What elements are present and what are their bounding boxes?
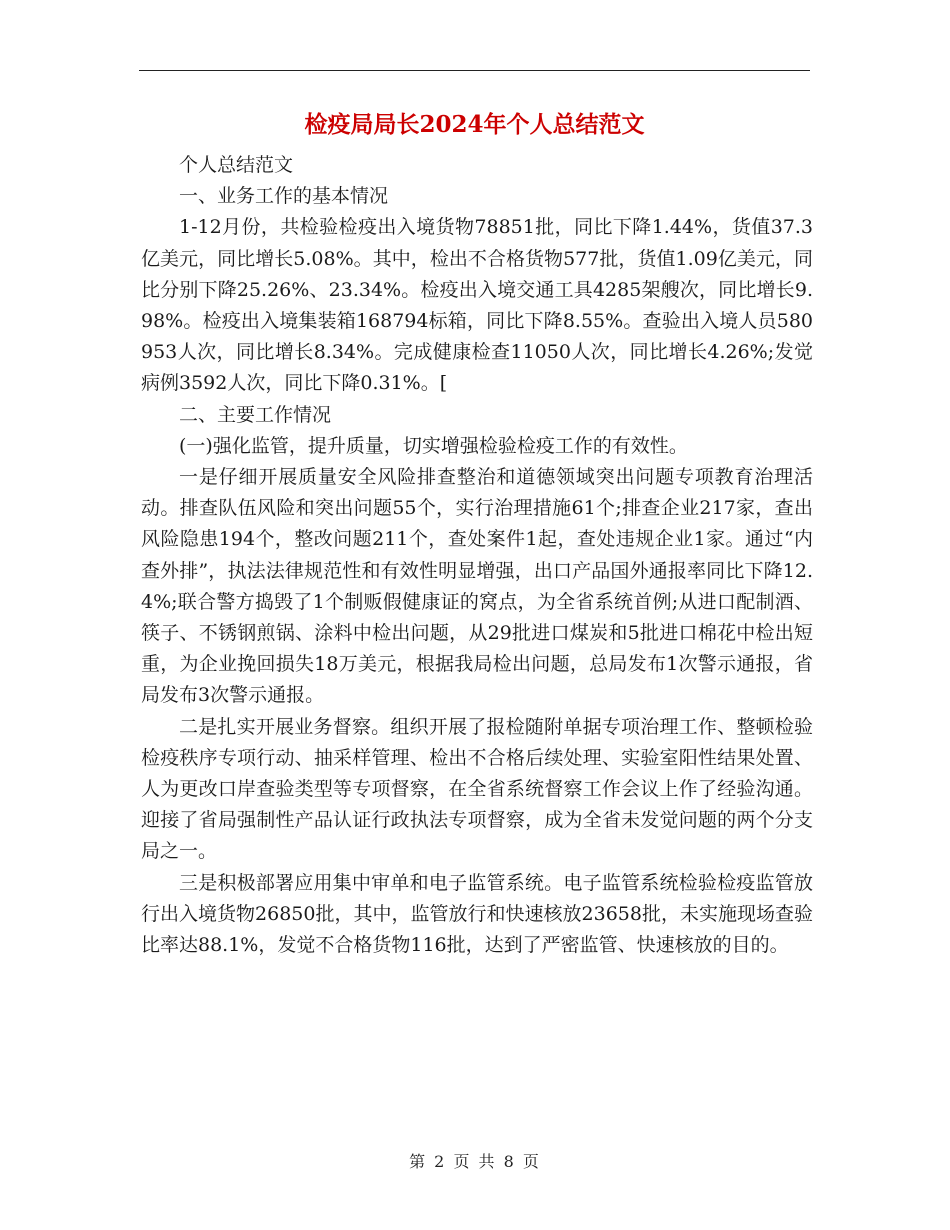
paragraph-business-supervision: 二是扎实开展业务督察。组织开展了报检随附单据专项治理工作、整顿检验检疫秩序专项行动、抽采样管理、检出不合格后续处理、实验室阳性结果处置、人为更改口岸查验类型等专项督察，在全省系统督察工作会议上作了经验沟通。迎接了省局强制性产品认证行政执法专项督察，成为全省未发觉问题的两个分支局之一。	[141, 715, 813, 863]
document-title: 检疫局局长2024年个人总结范文	[304, 111, 645, 138]
paragraph-subtitle: 个人总结范文	[179, 154, 294, 176]
paragraph-risk-inspection: 一是仔细开展质量安全风险排查整治和道德领域突出问题专项教育治理活动。排查队伍风险和突出问题55个，实行治理措施61个;排查企业217家，查出风险隐患194个，整改问题211个，查处案件1起，查处违规企业1家。通过“内查外排”，执法法律规范性和有效性明显增强，出口产品国外通报率同比下降12.4%;联合警方捣毁了1个制贩假健康证的窝点，为全省系统首例;从进口配制酒、筷子、不锈钢煎锅、涂料中检出问题，从29批进口煤炭和5批进口棉花中检出短重，为企业挽回损失18万美元，根据我局检出问题，总局发布1次警示通报，省局发布3次警示通报。	[141, 466, 813, 707]
paragraph-statistics: 1-12月份，共检验检疫出入境货物78851批，同比下降1.44%，货值37.3亿美元，同比增长5.08%。其中，检出不合格货物577批，货值1.09亿美元，同比分别下降25.26%、23.34%。检疫出入境交通工具4285架艘次，同比增长9.98%。检疫出入境集装箱168794标箱，同比下降8.55%。查验出入境人员580953人次，同比增长8.34%。完成健康检查11050人次，同比增长4.26%;发觉病例3592人次，同比下降0.31%。[	[141, 216, 813, 395]
document-body	[141, 150, 813, 961]
page-number-footer: 第 2 页 共 8 页	[409, 1152, 541, 1171]
header-rule	[139, 70, 810, 71]
paragraph-electronic-supervision: 三是积极部署应用集中审单和电子监管系统。电子监管系统检验检疫监管放行出入境货物26850批，其中，监管放行和快速核放23658批，未实施现场查验比率达88.1%，发觉不合格货物116批，达到了严密监管、快速核放的目的。	[141, 871, 813, 957]
section-heading-basic-situation: 一、业务工作的基本情况	[179, 185, 389, 208]
subsection-heading-supervision: (一)强化监管，提升质量，切实增强检验检疫工作的有效性。	[179, 434, 688, 457]
section-heading-main-work: 二、主要工作情况	[179, 403, 332, 426]
